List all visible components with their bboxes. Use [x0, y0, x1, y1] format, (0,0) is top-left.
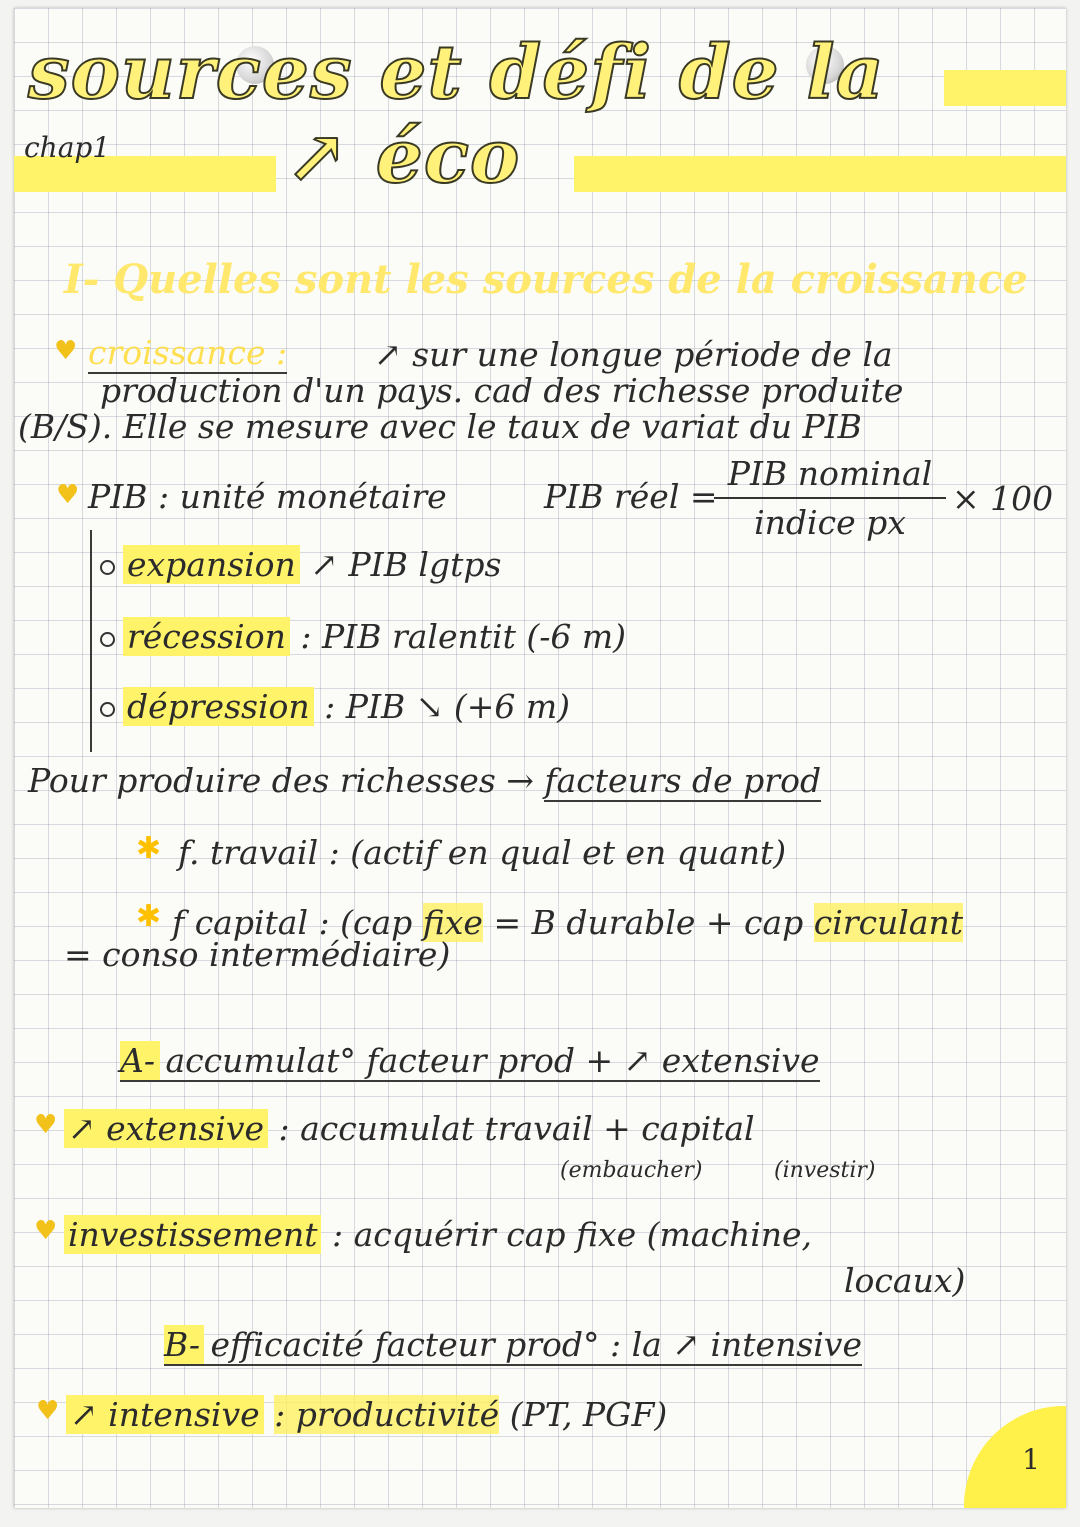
- investissement-term: investissement: [64, 1215, 321, 1254]
- phase-text: : PIB ralentit (-6 m): [300, 617, 626, 656]
- heart-bullet-icon: ♥: [34, 1216, 58, 1246]
- facteur-capital-line2: = conso intermédiaire): [64, 935, 451, 974]
- capital-prefix: f capital : (cap: [172, 903, 413, 942]
- croissance-def-line3: (B/S). Elle se mesure avec le taux de variat du PIB: [18, 407, 862, 446]
- capital-circulant: circulant: [813, 903, 964, 942]
- phase-recession: [100, 617, 626, 656]
- section-a-heading-text: A- accumulat° facteur prod + ↗ extensive: [120, 1041, 820, 1080]
- section-a-heading: [120, 1041, 820, 1080]
- section-heading-1: I- Quelles sont les sources de la croissance: [64, 256, 1028, 303]
- pib-fraction: [714, 454, 946, 542]
- phase-text: : PIB ↘ (+6 m): [324, 687, 571, 726]
- page-number: 1: [1022, 1443, 1040, 1476]
- capital-mid: = B durable + cap: [493, 903, 804, 942]
- circle-bullet-icon: [100, 702, 115, 717]
- investissement-text: : acquérir cap fixe (machine,: [331, 1215, 813, 1254]
- phase-text: ↗ PIB lgtps: [310, 545, 502, 584]
- notebook-page: [14, 8, 1066, 1508]
- facteurs-target: facteurs de prod: [544, 761, 822, 800]
- investissement-text2: locaux): [844, 1261, 966, 1300]
- pib-numerator: PIB nominal: [714, 454, 946, 499]
- title-band-top: [944, 70, 1066, 106]
- facteurs-intro: Pour produire des richesses: [28, 761, 496, 800]
- intensive-line: [66, 1395, 668, 1434]
- phase-expansion: [100, 545, 502, 584]
- investissement-line: [64, 1215, 813, 1254]
- pib-denominator: indice px: [754, 503, 906, 542]
- star-bullet-icon: ✱: [136, 831, 162, 866]
- intensive-term: ↗ intensive: [66, 1395, 264, 1434]
- section-b-heading-text: B- efficacité facteur prod° : la ↗ intensive: [164, 1325, 862, 1364]
- pib-label: PIB : unité monétaire: [88, 477, 447, 516]
- circle-bullet-icon: [100, 560, 115, 575]
- heart-bullet-icon: ♥: [56, 480, 80, 510]
- circle-bullet-icon: [100, 632, 115, 647]
- page-title-line1: sources et défi de la: [28, 30, 885, 116]
- pib-formula-lhs: PIB réel =: [544, 477, 718, 516]
- page-corner-highlight: [964, 1406, 1066, 1508]
- capital-fixe: fixe: [422, 903, 483, 942]
- heart-bullet-icon: ♥: [36, 1396, 60, 1426]
- phase-term: expansion: [123, 545, 300, 584]
- intensive-tail: (PT, PGF): [509, 1395, 668, 1434]
- facteurs-intro-line: [28, 761, 822, 800]
- note-embaucher: (embaucher): [560, 1158, 703, 1183]
- heart-bullet-icon: ♥: [34, 1110, 58, 1140]
- pib-multiplier: × 100: [952, 479, 1054, 518]
- star-bullet-icon: ✱: [136, 899, 162, 934]
- croissance-def-line1: ↗ sur une longue période de la: [374, 335, 893, 374]
- arrow-right-icon: →: [506, 761, 534, 800]
- page-title-line2: ↗ éco: [286, 114, 521, 200]
- croissance-term-text: croissance :: [88, 333, 288, 372]
- intensive-text: : productivité: [274, 1395, 500, 1434]
- section-b-heading: [164, 1325, 862, 1364]
- extensive-term: ↗ extensive: [64, 1109, 268, 1148]
- croissance-def-line2: production d'un pays. cad des richesse produite: [100, 371, 904, 410]
- croissance-term: [88, 333, 288, 372]
- phases-bracket-line: [90, 530, 92, 752]
- facteur-travail: f. travail : (actif en qual et en quant): [178, 833, 787, 872]
- note-investir: (investir): [774, 1158, 876, 1183]
- heart-bullet-icon: ♥: [54, 336, 78, 366]
- title-band-bottom-right: [574, 156, 1066, 192]
- extensive-line: [64, 1109, 755, 1148]
- phase-depression: [100, 687, 571, 726]
- chapter-label: chap1: [24, 131, 111, 164]
- phase-term: récession: [123, 617, 290, 656]
- extensive-text: : accumulat travail + capital: [278, 1109, 755, 1148]
- phase-term: dépression: [123, 687, 314, 726]
